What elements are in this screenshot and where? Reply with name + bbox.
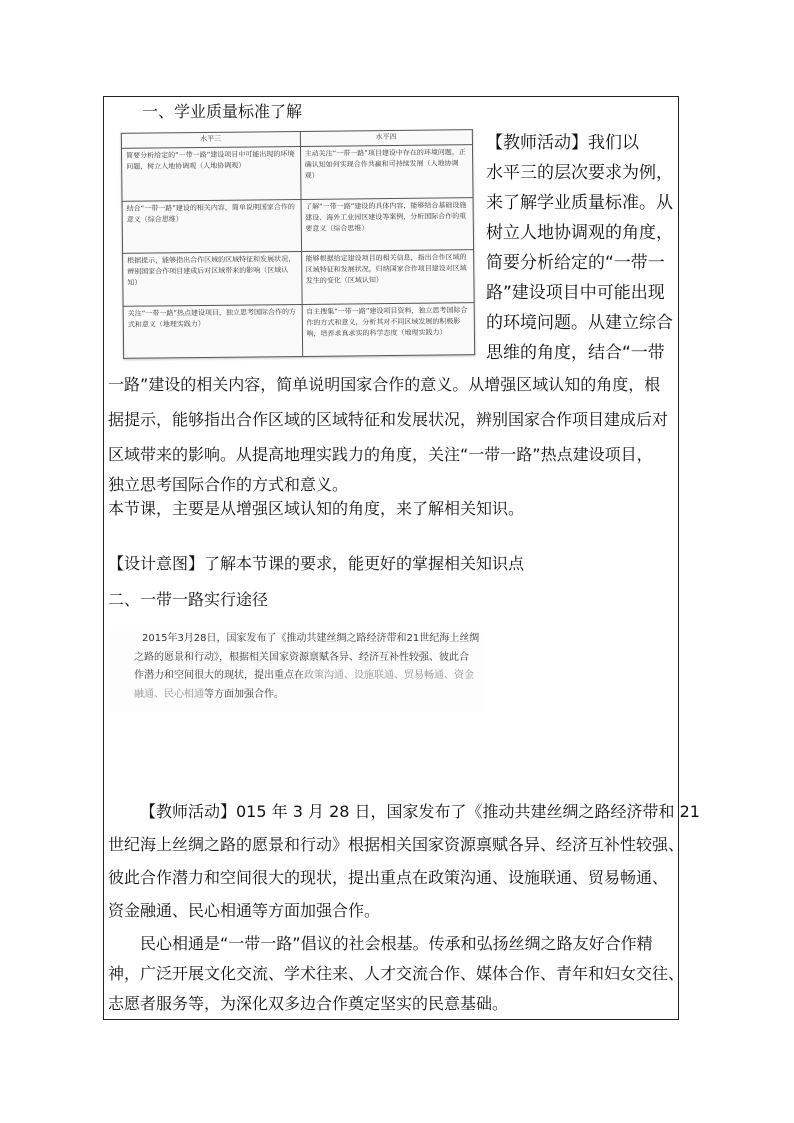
teacher-activity-1-body — [108, 368, 668, 521]
text-line: 本节课，主要是从增强区域认知的角度，来了解相关知识。 — [108, 499, 525, 518]
table-row — [123, 250, 475, 306]
table-cell: 了解“一带一路”建设的具体内容，能够结合基础设施建设、海外工业园区建设等案例，分析国际合作的重要意义（综合思维） — [301, 197, 474, 251]
text-line: 来了解学业质量标准。从 — [486, 193, 673, 213]
table-row — [121, 145, 473, 201]
excerpt-line — [108, 667, 482, 686]
table-cell: 主动关注“一带一路”项目建设中存在的环境问题，正确认知如何实现合作共赢和可持续发展（人地协调观） — [300, 145, 473, 199]
quality-standard-table-image — [121, 129, 475, 359]
text-line: 神，广泛开展文化交流、学术往来、人才交流合作、媒体合作、青年和妇女交往、 — [108, 964, 685, 983]
excerpt-text: 等方面加强合作。 — [204, 688, 284, 700]
text-line: 水平三的层次要求为例， — [486, 163, 673, 183]
teacher-activity-2 — [108, 795, 700, 927]
text-line: 的环境问题。从建立综合 — [486, 313, 673, 333]
excerpt-highlight: 政策沟通、设施联通、贸易畅通、资金 — [304, 670, 474, 681]
people-bond-paragraph — [108, 929, 684, 1019]
text-line: 路”建设项目中可能出现 — [486, 283, 665, 303]
excerpt-line: 之路的愿景和行动》，根据相关国家资源禀赋各异、经济互补性较强、彼此合 — [134, 651, 469, 663]
excerpt-line — [108, 686, 482, 705]
excerpt-image — [108, 630, 482, 712]
excerpt-text: 作潜力和空间很大的现状，提出重点在 — [134, 670, 304, 681]
text-line: 区域带来的影响。从提高地理实践力的角度，关注“一带一路”热点建设项目， — [108, 445, 653, 464]
text-line: 简要分析给定的“一带一 — [486, 253, 665, 273]
table-cell: 关注“一带一路”热点建设项目，独立思考国际合作的方式和意义（地理实践力） — [123, 304, 302, 358]
text-line: 【教师活动】我们以 — [486, 133, 639, 153]
section-2-title: 二、一带一路实行途径 — [108, 590, 269, 609]
text-line: 彼此合作潜力和空间很大的现状，提出重点在政策沟通、设施联通、贸易畅通、 — [108, 868, 669, 887]
text-line: 思维的角度，结合“一带 — [486, 343, 665, 363]
text-line: 资金融通、民心相通等方面加强合作。 — [108, 901, 381, 920]
table-header-level4: 水平四 — [300, 130, 473, 147]
text-line: 一路”建设的相关内容，简单说明国家合作的意义。从增强区域认知的角度，根 — [108, 375, 661, 394]
table-row — [123, 302, 475, 358]
excerpt-highlight: 融通、民心相通 — [134, 688, 204, 700]
table-row — [122, 197, 474, 253]
table-cell: 能够根据给定建设项目的相关信息，指出合作区域的区域特征和发展状况，归纳国家合作项目建设对区域发生的变化（区域认知） — [301, 250, 474, 304]
quality-standard-table — [121, 129, 475, 359]
table-header-level3: 水平三 — [121, 131, 300, 148]
table-cell: 自主搜集“一带一路”建设项目资料，独立思考国际合作的方式和意义，分析其对不同区域发展的积极影响，培养求真求实的科学态度（地理实践力） — [302, 302, 475, 356]
table-cell: 结合“一带一路”建设的相关内容，简单说明国家合作的意义（综合思维） — [122, 199, 301, 253]
teacher-activity-1-side — [486, 128, 673, 368]
text-line: 树立人地协调观的角度， — [486, 223, 673, 243]
text-line: 【教师活动】015 年 3 月 28 日，国家发布了《推动共建丝绸之路经济带和 21 — [140, 802, 700, 821]
excerpt-line: 2015年3月28日，国家发布了《推动共建丝绸之路经济带和21世纪海上丝绸 — [142, 633, 480, 644]
table-cell: 根据提示，能够指出合作区域的区域特征和发展状况，辨别国家合作项目建成后对区域带来的影响（区域认知） — [123, 251, 302, 305]
text-line: 志愿者服务等，为深化双多边合作奠定坚实的民意基础。 — [108, 994, 509, 1013]
text-line: 世纪海上丝绸之路的愿景和行动》根据相关国家资源禀赋各异、经济互补性较强、 — [108, 835, 685, 854]
design-intent: 【设计意图】了解本节课的要求，能更好的掌握相关知识点 — [108, 554, 525, 573]
text-line: 民心相通是“一带一路”倡议的社会根基。传承和弘扬丝绸之路友好合作精 — [140, 934, 653, 953]
text-line: 独立思考国际合作的方式和意义。 — [108, 475, 349, 494]
text-line: 据提示，能够指出合作区域的区域特征和发展状况，辨别国家合作项目建成后对 — [108, 410, 669, 429]
table-cell: 简要分析给定的“一带一路”建设项目中可能出现的环境问题，树立人地协调观（人地协调观） — [121, 146, 300, 200]
section-1-title: 一、学业质量标准了解 — [142, 102, 303, 121]
